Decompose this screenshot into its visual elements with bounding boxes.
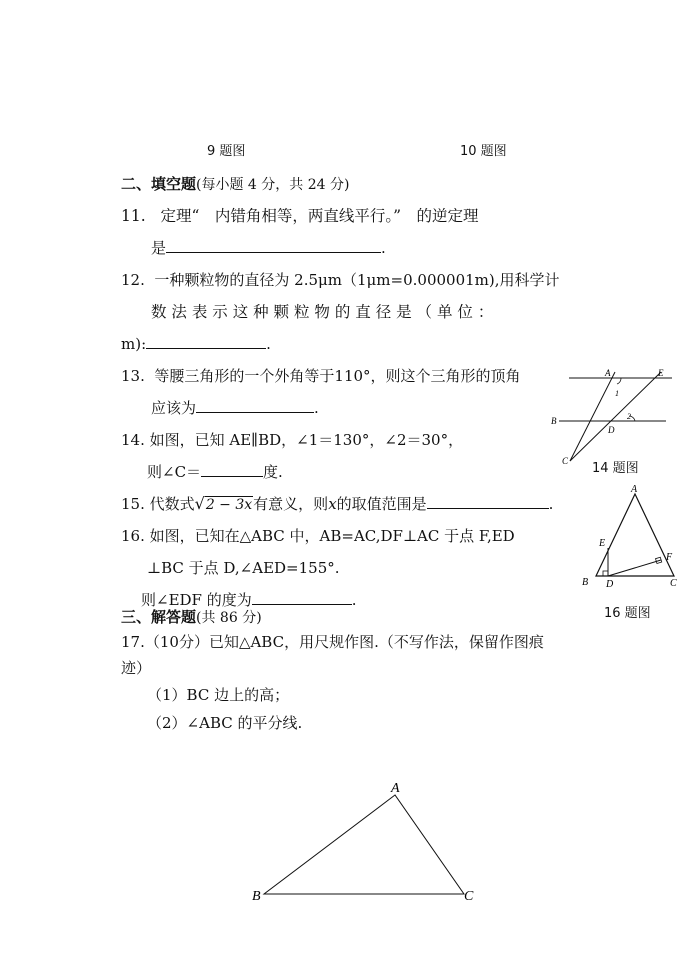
q16-answer-blank[interactable] bbox=[252, 590, 352, 605]
q12-period: . bbox=[266, 335, 271, 353]
fig16-label-E: E bbox=[599, 538, 606, 549]
q14-answer-blank[interactable] bbox=[201, 462, 263, 477]
fig14-label-E: E bbox=[658, 368, 664, 378]
q17-part2 bbox=[147, 713, 302, 733]
fig14-label-A: A bbox=[605, 368, 611, 378]
q15-line bbox=[121, 494, 553, 515]
fig14-diagram bbox=[545, 360, 675, 470]
q17-line2 bbox=[121, 658, 151, 678]
q11-text2: 是 bbox=[151, 239, 167, 257]
q15-text-post: 的取值范围是 bbox=[336, 495, 427, 513]
q15-text-mid: 有意义，则 bbox=[253, 495, 329, 513]
section3-note: (共 86 分) bbox=[196, 610, 262, 626]
fig16-diagram bbox=[575, 482, 685, 592]
fig14-label-1: 1 bbox=[615, 389, 619, 398]
q12-text3: m): bbox=[121, 335, 147, 353]
q15-var: x bbox=[328, 495, 337, 513]
q17-line1 bbox=[121, 632, 544, 652]
q14-text2: 则∠C＝ bbox=[147, 463, 202, 481]
fig14-caption: 14 题图 bbox=[592, 461, 639, 476]
section3-heading bbox=[121, 607, 262, 628]
q11-number: 11. bbox=[121, 207, 146, 225]
fig16-caption: 16 题图 bbox=[604, 606, 651, 621]
fig16-label-D: D bbox=[606, 579, 614, 590]
q12-answer-blank[interactable] bbox=[146, 334, 266, 349]
q15-sqrt-icon: √ bbox=[194, 494, 205, 513]
fig17-label-B: B bbox=[252, 889, 261, 904]
q12-text2: 数 法 表 示 这 种 颗 粒 物 的 直 径 是 （ 单 位 ： bbox=[151, 303, 494, 321]
q15-answer-blank[interactable] bbox=[427, 494, 549, 509]
q12-line2 bbox=[151, 302, 493, 322]
section2-heading bbox=[121, 174, 349, 195]
fig16-label-A: A bbox=[631, 484, 638, 495]
q15-period: . bbox=[548, 495, 554, 513]
fig17-label-C: C bbox=[464, 889, 474, 904]
fig14-line-CE bbox=[570, 372, 661, 461]
fig17-diagram bbox=[250, 780, 490, 910]
q15-radicand: 2 − 3x bbox=[205, 497, 253, 513]
q17-text2: 迹） bbox=[121, 659, 152, 677]
q13-line2 bbox=[151, 398, 319, 418]
q17-part2-text: （2）∠ABC 的平分线. bbox=[147, 714, 303, 732]
fig16-label-B: B bbox=[582, 577, 589, 588]
q14-text: 14. 如图，已知 AE∥BD，∠1＝130°，∠2＝30°， bbox=[121, 431, 464, 449]
q13-period: . bbox=[314, 399, 319, 417]
fig14-label-B: B bbox=[551, 416, 557, 426]
q16-text2: ⊥BC 于点 D,∠AED=155°. bbox=[147, 559, 340, 577]
fig16-label-C: C bbox=[670, 578, 677, 589]
q16-period: . bbox=[351, 591, 357, 609]
fig14-line-CA bbox=[570, 372, 615, 461]
q11-period: . bbox=[381, 239, 386, 257]
q13-text2: 应该为 bbox=[151, 399, 197, 417]
q12-text: 一种颗粒物的直径为 2.5μm（1μm=0.000001m),用科学计 bbox=[154, 271, 560, 289]
q13-line1 bbox=[121, 366, 521, 386]
q17-text: 17.（10分）已知△ABC，用尺规作图.（不写作法，保留作图痕 bbox=[121, 633, 544, 651]
fig16-label-F: F bbox=[666, 552, 673, 563]
fig14-angle1-arc bbox=[617, 378, 621, 384]
fig10-caption: 10 题图 bbox=[460, 144, 507, 159]
q11-line1 bbox=[121, 206, 479, 226]
q13-number: 13. bbox=[121, 367, 145, 385]
fig14-label-C: C bbox=[562, 456, 569, 466]
fig17-label-A: A bbox=[391, 781, 400, 796]
fig16-segment-DF bbox=[608, 560, 661, 576]
fig17-triangle-ABC bbox=[264, 795, 464, 894]
q17-part1-text: （1）BC 边上的高； bbox=[147, 686, 290, 704]
fig9-caption: 9 题图 bbox=[207, 144, 246, 159]
q14-line1 bbox=[121, 430, 463, 450]
fig16-right-angle-D bbox=[603, 571, 608, 576]
section2-title: 二、填空题 bbox=[121, 175, 197, 193]
q11-line2 bbox=[151, 238, 386, 258]
fig14-label-D: D bbox=[608, 425, 615, 435]
q11-answer-blank[interactable] bbox=[166, 238, 381, 253]
q14-unit: 度. bbox=[263, 463, 283, 481]
q17-part1 bbox=[147, 685, 289, 705]
q11-text: 定理“ 内错角相等，两直线平行。” 的逆定理 bbox=[160, 207, 479, 225]
q16-text: 16. 如图，已知在△ABC 中，AB=AC,DF⊥AC 于点 F,ED bbox=[121, 527, 515, 545]
q16-text3: 则∠EDF 的度为 bbox=[141, 591, 252, 609]
q12-number: 12. bbox=[121, 271, 145, 289]
section2-note: (每小题 4 分，共 24 分) bbox=[196, 177, 350, 193]
q12-line3 bbox=[121, 334, 271, 354]
q12-line1 bbox=[121, 270, 560, 290]
fig14-label-2: 2 bbox=[627, 412, 631, 421]
q16-line1 bbox=[121, 526, 515, 546]
q13-text: 等腰三角形的一个外角等于110°，则这个三角形的顶角 bbox=[154, 367, 521, 385]
q14-line2 bbox=[147, 462, 283, 482]
q15-text-pre: 15. 代数式 bbox=[121, 495, 195, 513]
section3-title: 三、解答题 bbox=[121, 608, 197, 626]
q13-answer-blank[interactable] bbox=[196, 398, 314, 413]
q16-line2 bbox=[147, 558, 340, 578]
